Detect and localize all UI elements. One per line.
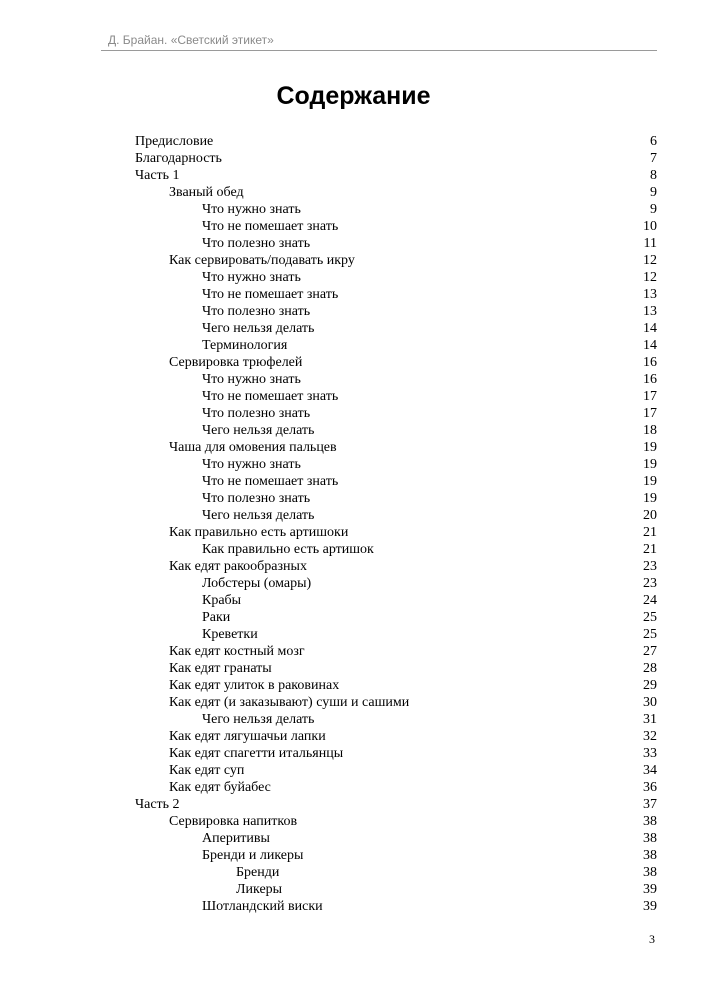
toc-entry (135, 439, 657, 456)
toc-entry-label: Часть 1 (135, 168, 180, 183)
toc-entry (135, 456, 657, 473)
toc-entry-page: 39 (643, 882, 657, 897)
toc-entry (135, 728, 657, 745)
toc-entry-label: Сервировка трюфелей (169, 355, 303, 370)
toc-entry-page: 12 (643, 270, 657, 285)
toc-entry-page: 39 (643, 899, 657, 914)
toc-entry-label: Чего нельзя делать (202, 321, 315, 336)
toc-entry-label: Как едят спагетти итальянцы (169, 746, 344, 761)
page-title: Содержание (276, 82, 431, 110)
toc-entry-page: 21 (643, 542, 657, 557)
toc-entry-label: Шотландский виски (202, 899, 323, 914)
toc-entry (135, 592, 657, 609)
toc-entry-page: 8 (650, 168, 657, 183)
toc-entry-label: Как правильно есть артишоки (169, 525, 349, 540)
toc-entry (135, 167, 657, 184)
toc-entry-page: 17 (643, 406, 657, 421)
toc-entry-label: Часть 2 (135, 797, 180, 812)
toc-entry-page: 19 (643, 474, 657, 489)
toc-entry (135, 694, 657, 711)
table-of-contents (135, 133, 657, 915)
toc-entry-page: 23 (643, 576, 657, 591)
toc-entry (135, 898, 657, 915)
toc-entry-label: Званый обед (169, 185, 244, 200)
toc-entry-page: 19 (643, 457, 657, 472)
toc-entry-label: Бренди (236, 865, 280, 880)
toc-entry-label: Что полезно знать (202, 304, 311, 319)
toc-entry-page: 10 (643, 219, 657, 234)
toc-entry-page: 29 (643, 678, 657, 693)
toc-entry (135, 184, 657, 201)
toc-entry (135, 881, 657, 898)
toc-entry-page: 13 (643, 304, 657, 319)
toc-entry-page: 38 (643, 831, 657, 846)
toc-entry-label: Что не помешает знать (202, 389, 339, 404)
toc-entry-page: 33 (643, 746, 657, 761)
toc-entry-page: 17 (643, 389, 657, 404)
page-number: 3 (649, 932, 655, 946)
toc-entry-page: 14 (643, 338, 657, 353)
toc-entry-label: Как едят (и заказывают) суши и сашими (169, 695, 410, 710)
toc-entry-page: 13 (643, 287, 657, 302)
toc-entry-page: 12 (643, 253, 657, 268)
running-head: Д. Брайан. «Светский этикет» (108, 33, 274, 47)
toc-entry (135, 575, 657, 592)
toc-entry-page: 30 (643, 695, 657, 710)
toc-entry-label: Что полезно знать (202, 236, 311, 251)
toc-entry-label: Как сервировать/подавать икру (169, 253, 355, 268)
toc-entry (135, 558, 657, 575)
toc-entry-label: Что полезно знать (202, 406, 311, 421)
toc-entry-page: 19 (643, 491, 657, 506)
toc-entry (135, 133, 657, 150)
toc-entry-label: Раки (202, 610, 231, 625)
toc-entry (135, 269, 657, 286)
toc-entry-page: 16 (643, 355, 657, 370)
toc-entry-page: 6 (650, 134, 657, 149)
toc-entry-label: Как едят гранаты (169, 661, 272, 676)
toc-entry-label: Предисловие (135, 134, 214, 149)
toc-entry-label: Терминология (202, 338, 288, 353)
toc-entry-label: Сервировка напитков (169, 814, 298, 829)
toc-entry-label: Как едят буйабес (169, 780, 271, 795)
toc-entry-page: 38 (643, 814, 657, 829)
toc-entry-page: 9 (650, 185, 657, 200)
toc-entry (135, 660, 657, 677)
toc-entry-label: Что не помешает знать (202, 287, 339, 302)
toc-entry (135, 779, 657, 796)
toc-entry-label: Ликеры (236, 882, 283, 897)
toc-entry-page: 38 (643, 848, 657, 863)
toc-entry (135, 252, 657, 269)
toc-entry (135, 762, 657, 779)
toc-entry-label: Чаша для омовения пальцев (169, 440, 337, 455)
toc-entry (135, 847, 657, 864)
toc-entry-page: 21 (643, 525, 657, 540)
toc-entry-page: 20 (643, 508, 657, 523)
toc-entry (135, 354, 657, 371)
toc-entry (135, 201, 657, 218)
toc-entry (135, 337, 657, 354)
toc-entry-page: 28 (643, 661, 657, 676)
toc-entry-page: 24 (643, 593, 657, 608)
toc-entry-label: Как едят лягушачьи лапки (169, 729, 326, 744)
toc-entry (135, 830, 657, 847)
toc-entry-label: Что полезно знать (202, 491, 311, 506)
toc-entry (135, 677, 657, 694)
toc-entry-label: Крабы (202, 593, 242, 608)
toc-entry-page: 16 (643, 372, 657, 387)
toc-entry (135, 643, 657, 660)
toc-entry-page: 34 (643, 763, 657, 778)
header-divider (101, 50, 657, 51)
toc-entry-label: Благодарность (135, 151, 222, 166)
toc-entry-page: 36 (643, 780, 657, 795)
toc-entry (135, 405, 657, 422)
toc-entry-page: 19 (643, 440, 657, 455)
toc-entry-page: 37 (643, 797, 657, 812)
toc-entry-label: Бренди и ликеры (202, 848, 304, 863)
toc-entry-page: 25 (643, 627, 657, 642)
toc-entry-label: Как едят костный мозг (169, 644, 305, 659)
toc-entry (135, 218, 657, 235)
toc-entry-label: Что нужно знать (202, 202, 301, 217)
toc-entry-label: Аперитивы (202, 831, 270, 846)
toc-entry-label: Как едят улиток в раковинах (169, 678, 340, 693)
toc-entry (135, 303, 657, 320)
toc-entry-page: 23 (643, 559, 657, 574)
toc-entry (135, 235, 657, 252)
toc-entry (135, 286, 657, 303)
toc-entry-label: Как едят суп (169, 763, 245, 778)
toc-entry (135, 609, 657, 626)
toc-entry (135, 626, 657, 643)
toc-entry-page: 32 (643, 729, 657, 744)
toc-entry (135, 745, 657, 762)
toc-entry (135, 864, 657, 881)
toc-entry-page: 31 (643, 712, 657, 727)
toc-entry (135, 507, 657, 524)
toc-entry-page: 38 (643, 865, 657, 880)
toc-entry (135, 422, 657, 439)
toc-entry (135, 150, 657, 167)
toc-entry-label: Как правильно есть артишок (202, 542, 374, 557)
toc-entry (135, 371, 657, 388)
toc-entry-page: 18 (643, 423, 657, 438)
toc-entry-page: 14 (643, 321, 657, 336)
toc-entry (135, 473, 657, 490)
toc-entry-label: Что не помешает знать (202, 474, 339, 489)
toc-entry-label: Чего нельзя делать (202, 508, 315, 523)
toc-entry-label: Что нужно знать (202, 372, 301, 387)
toc-entry (135, 320, 657, 337)
toc-entry (135, 813, 657, 830)
toc-entry (135, 796, 657, 813)
toc-entry-label: Что нужно знать (202, 270, 301, 285)
toc-entry (135, 490, 657, 507)
toc-entry (135, 711, 657, 728)
toc-entry-label: Чего нельзя делать (202, 712, 315, 727)
toc-entry-label: Что не помешает знать (202, 219, 339, 234)
toc-entry-label: Как едят ракообразных (169, 559, 307, 574)
toc-entry-page: 25 (643, 610, 657, 625)
toc-entry-label: Креветки (202, 627, 258, 642)
toc-entry-page: 27 (643, 644, 657, 659)
toc-entry-page: 11 (643, 236, 657, 251)
toc-entry (135, 541, 657, 558)
toc-entry (135, 524, 657, 541)
toc-entry-label: Чего нельзя делать (202, 423, 315, 438)
toc-entry-label: Лобстеры (омары) (202, 576, 312, 591)
toc-entry-label: Что нужно знать (202, 457, 301, 472)
toc-entry (135, 388, 657, 405)
toc-entry-page: 9 (650, 202, 657, 217)
toc-entry-page: 7 (650, 151, 657, 166)
